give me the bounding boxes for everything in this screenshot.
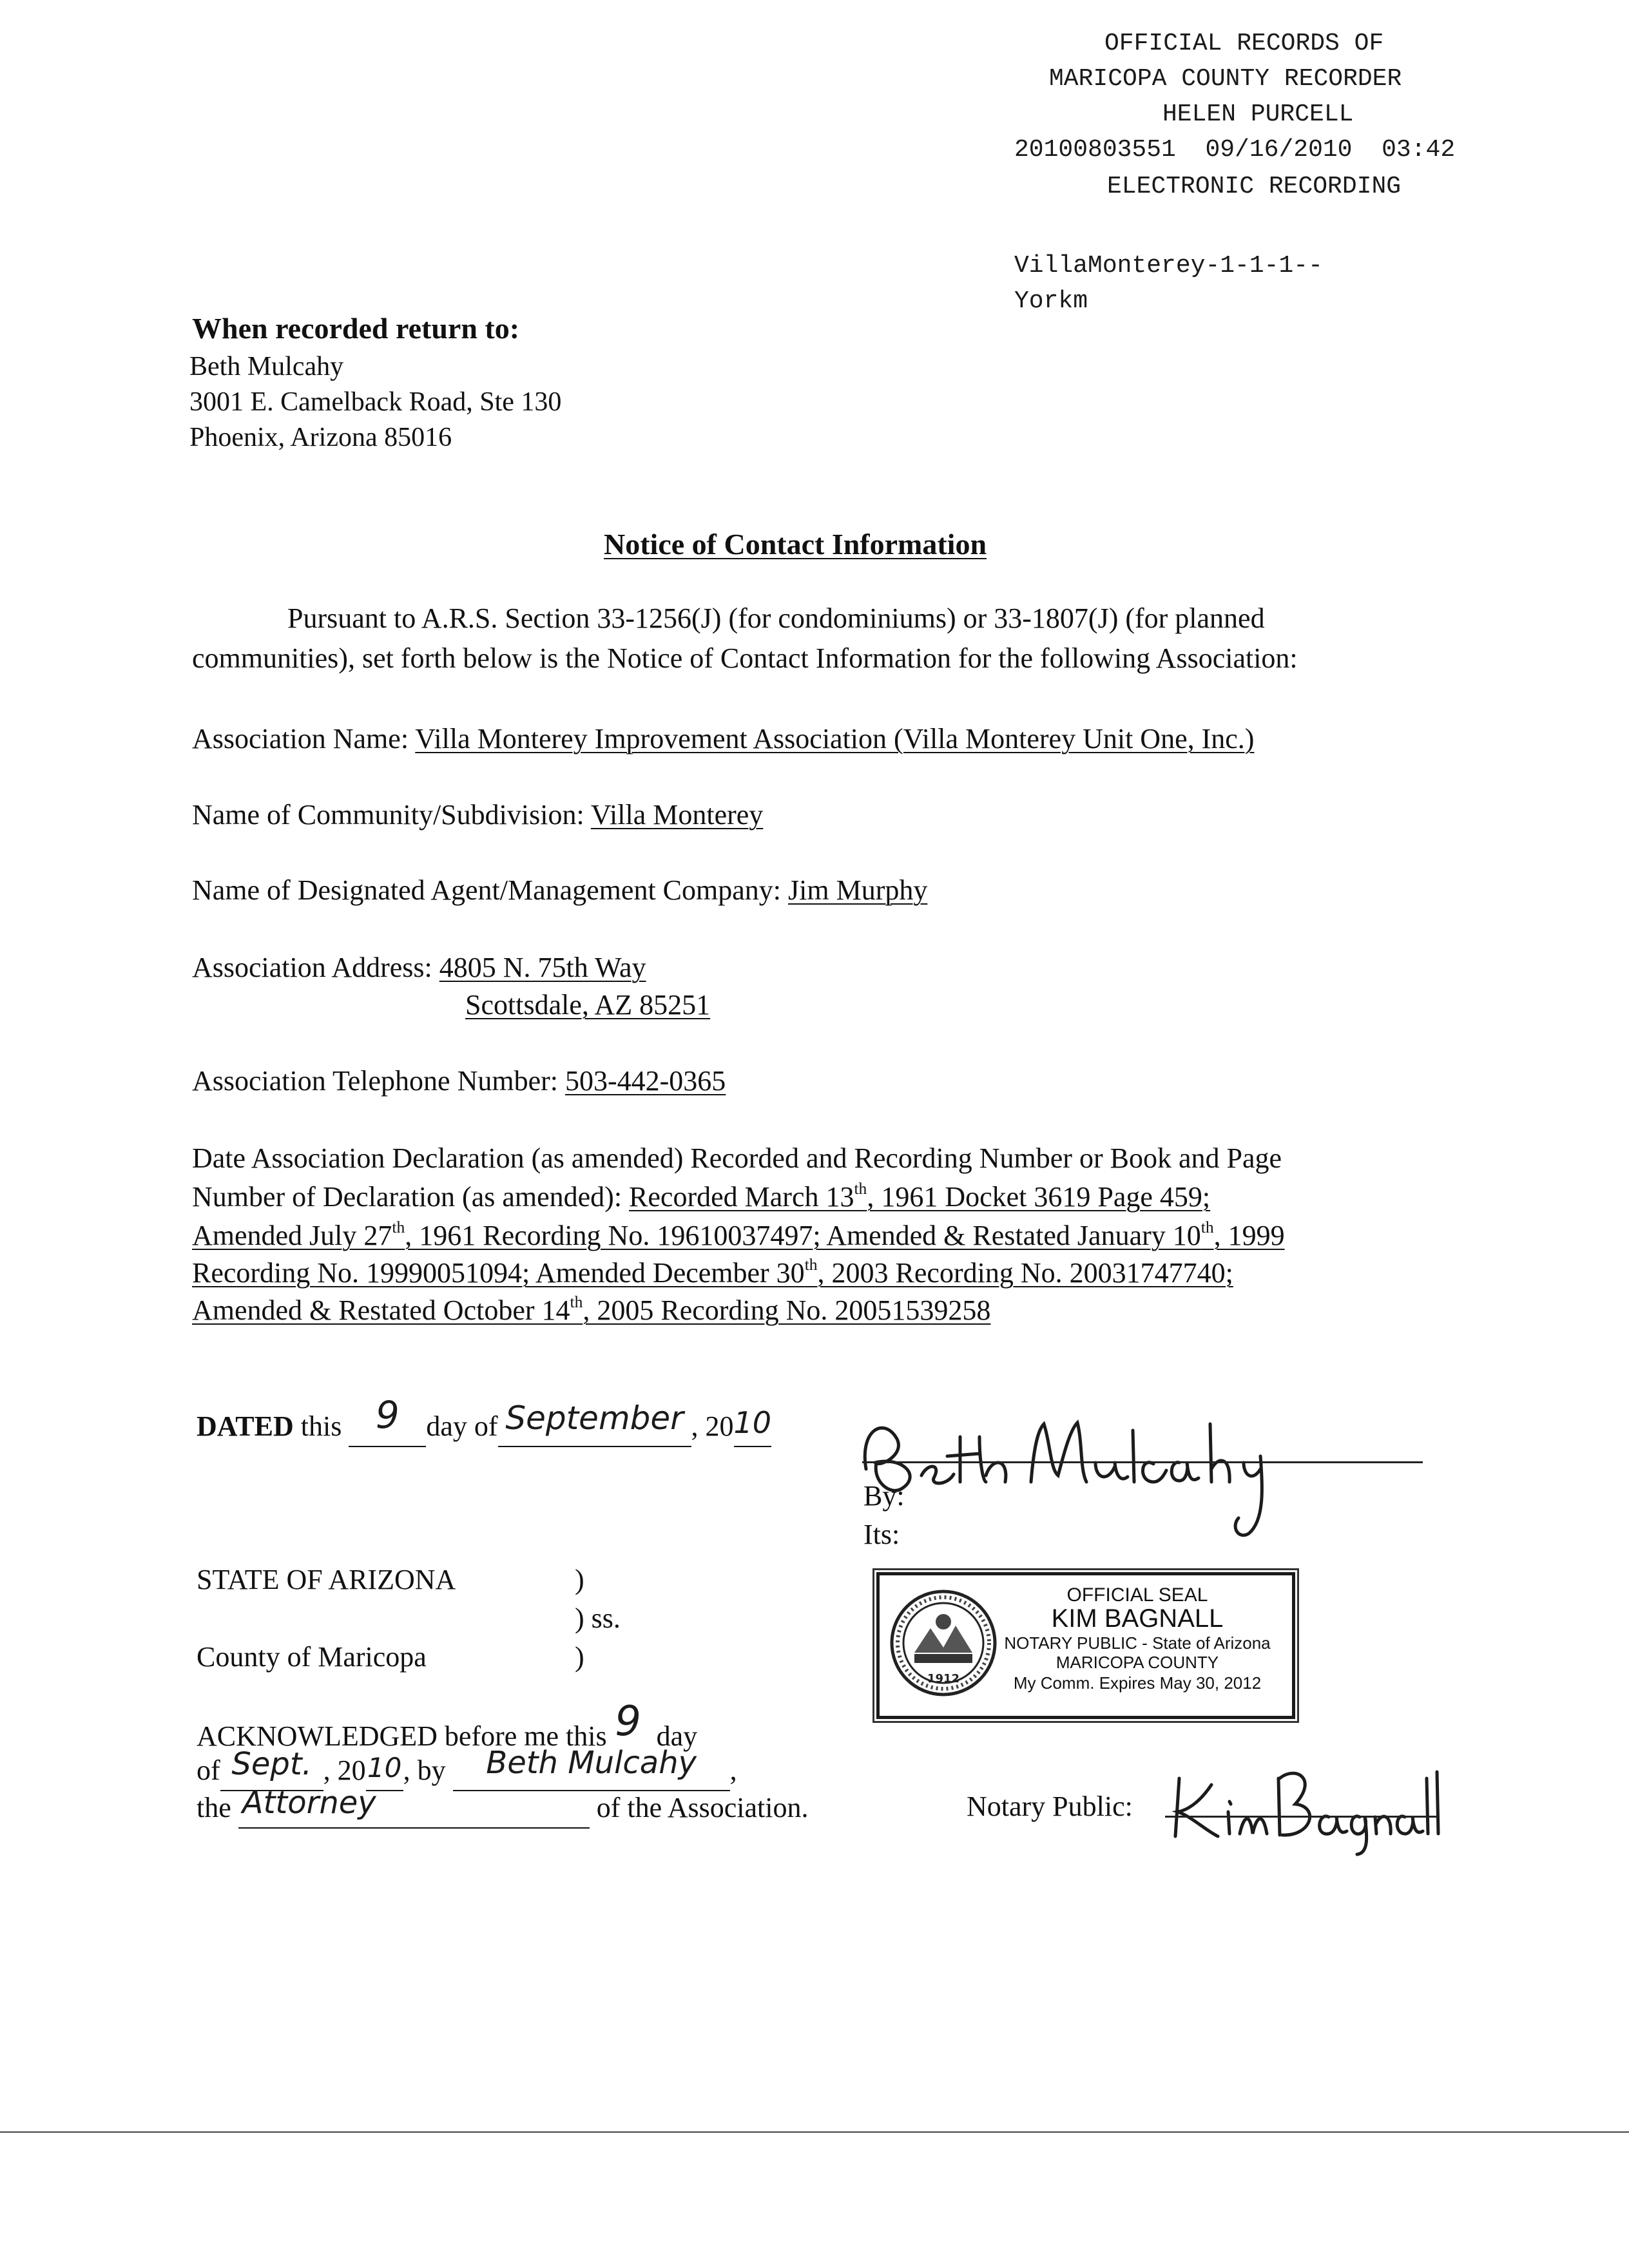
venue-county: County of Maricopa [197, 1641, 427, 1673]
seal-line-1: OFFICIAL SEAL [1066, 1584, 1208, 1606]
phone-value: 503-442-0365 [564, 1065, 726, 1097]
intro-line-1: Pursuant to A.R.S. Section 33-1256(J) (for condominiums) or 33-1807(J) (for planned [287, 602, 1265, 634]
recorder-line-3: HELEN PURCELL [1162, 101, 1354, 128]
return-to-name: Beth Mulcahy [189, 352, 344, 381]
notary-seal [876, 1572, 1295, 1719]
ack-month-value: Sept. [231, 1746, 312, 1782]
seal-line-2: KIM BAGNALL [1051, 1604, 1224, 1633]
ack-role-blank [238, 1787, 590, 1829]
ack-line-3 [197, 1787, 809, 1829]
its-label: Its: [863, 1519, 900, 1550]
dated-row: DATED this 9 day of September , 2010 [197, 1403, 771, 1447]
notary-label: Notary Public: [967, 1791, 1133, 1822]
ack-text: ACKNOWLEDGED before me this [197, 1720, 607, 1752]
dated-year-prefix: 20 [705, 1410, 734, 1442]
ack-day: day [656, 1720, 698, 1752]
agent-label: Name of Designated Agent/Management Company: [192, 874, 781, 906]
dated-day-value: 9 [375, 1393, 400, 1437]
venue-state: STATE OF ARIZONA [197, 1564, 456, 1595]
by-label: By: [863, 1480, 905, 1512]
agent-row [192, 871, 927, 910]
dated-year-blank [734, 1406, 771, 1447]
seal-line-3: NOTARY PUBLIC - State of Arizona [1004, 1633, 1271, 1653]
dated-month-value: September [505, 1399, 684, 1437]
beth-mulcahy-signature [857, 1392, 1308, 1540]
community-row [192, 796, 763, 834]
address-row [192, 948, 646, 987]
address-line-1: 4805 N. 75th Way [439, 952, 646, 983]
recorder-line-1: OFFICIAL RECORDS OF [1104, 30, 1384, 57]
ack-line-2: of Sept. , 2010, by Beth Mulcahy , [197, 1750, 737, 1791]
association-name-row [192, 720, 1254, 758]
phone-label: Association Telephone Number: [192, 1065, 558, 1097]
ack-day-value: 9 [615, 1698, 641, 1745]
ack-the: the [197, 1792, 231, 1823]
record-time: 03:42 [1382, 136, 1456, 164]
agent-value: Jim Murphy [788, 874, 928, 906]
recorder-ref-1: VillaMonterey-1-1-1-- [1014, 252, 1323, 280]
declaration-label: Number of Declaration (as amended): [192, 1181, 622, 1213]
association-name-label: Association Name: [192, 723, 409, 754]
venue-ss: ) ss. [575, 1602, 621, 1634]
return-to-street: 3001 E. Camelback Road, Ste 130 [189, 387, 562, 417]
declaration-line-2 [192, 1178, 1210, 1216]
seal-emblem-year: 1912 [927, 1672, 960, 1686]
ack-of-association: of the Association. [596, 1792, 809, 1823]
record-number: 20100803551 [1014, 136, 1176, 164]
arizona-seal-emblem [889, 1588, 998, 1698]
phone-row [192, 1062, 726, 1100]
address-label: Association Address: [192, 952, 432, 983]
signature-line [862, 1461, 1423, 1463]
ack-year-value: 10 [367, 1752, 402, 1783]
dated-month-blank [498, 1399, 691, 1447]
dated-year-value: 10 [733, 1405, 772, 1440]
declaration-record-1: Recorded March 13th, 1961 Docket 3619 Page 459; [629, 1178, 1211, 1213]
document-title: Notice of Contact Information [604, 528, 987, 561]
venue-paren-3: ) [575, 1641, 584, 1673]
declaration-record-2: Amended July 27th, 1961 Recording No. 19610037497; Amended & Restated January 10th, 1999 [192, 1217, 1285, 1251]
dated-day-blank [349, 1393, 426, 1447]
declaration-record-3: Recording No. 19990051094; Amended December 30th, 2003 Recording No. 20031747740; [192, 1254, 1233, 1289]
association-name-value: Villa Monterey Improvement Association (Villa Monterey Unit One, Inc.) [415, 723, 1255, 754]
return-to-heading: When recorded return to: [192, 312, 520, 345]
intro-line-2: communities), set forth below is the Notice of Contact Information for the following Association: [192, 642, 1298, 674]
community-label: Name of Community/Subdivision: [192, 799, 584, 831]
dated-day-of: day of [426, 1410, 498, 1442]
record-date: 09/16/2010 [1205, 136, 1353, 164]
seal-line-5: My Comm. Expires May 30, 2012 [1013, 1673, 1262, 1693]
ack-of: of [197, 1754, 220, 1786]
return-to-city: Phoenix, Arizona 85016 [189, 423, 452, 452]
recorder-line-5: ELECTRONIC RECORDING [1107, 173, 1402, 200]
ack-by-value: Beth Mulcahy [486, 1745, 697, 1781]
dated-bold: DATED [197, 1410, 294, 1442]
address-line-2: Scottsdale, AZ 85251 [465, 989, 711, 1021]
notary-signature-line [1165, 1816, 1438, 1818]
ack-role-value: Attorney [242, 1785, 376, 1821]
venue-paren-1: ) [575, 1564, 584, 1595]
declaration-record-4: Amended & Restated October 14th, 2005 Recording No. 20051539258 [192, 1292, 991, 1326]
kim-bagnall-signature [1166, 1740, 1450, 1856]
declaration-line-1: Date Association Declaration (as amended) Recorded and Recording Number or Book and Page [192, 1142, 1282, 1174]
page-bottom-rule [0, 2131, 1629, 2133]
recorder-ref-2: Yorkm [1014, 287, 1088, 315]
seal-line-4: MARICOPA COUNTY [1055, 1653, 1219, 1672]
recorder-line-2: MARICOPA COUNTY RECORDER [1049, 65, 1402, 93]
dated-this: this [300, 1410, 342, 1442]
community-value: Villa Monterey [590, 799, 764, 831]
recorder-line-4 [1014, 132, 1455, 168]
